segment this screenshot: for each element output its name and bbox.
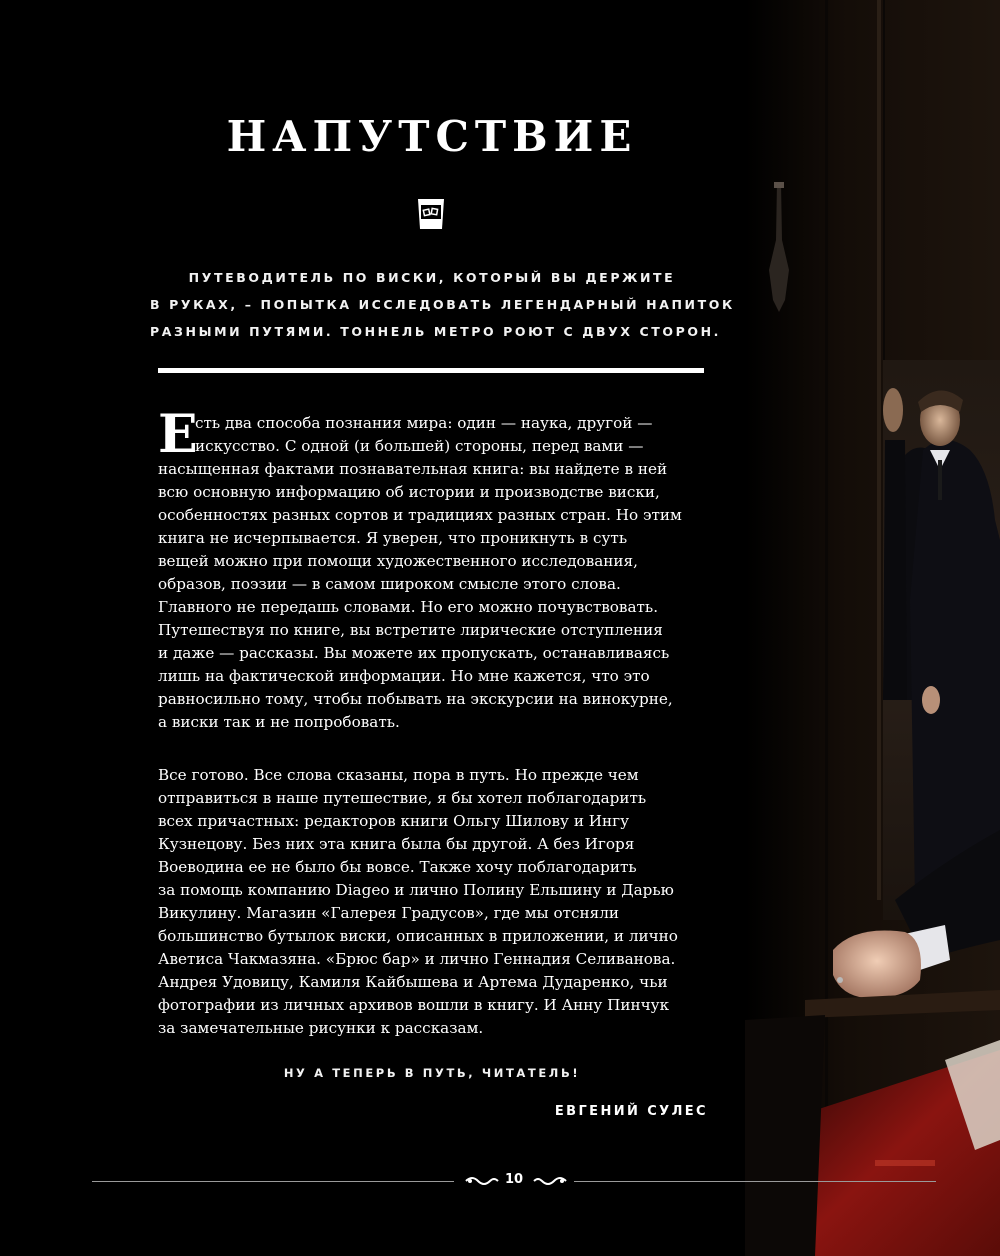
author-name: ЕВГЕНИЙ СУЛЕС (554, 1104, 708, 1119)
page-title: НАПУТСТВИЕ (226, 112, 638, 161)
page-number: 10 (504, 1172, 524, 1187)
text-line: вещей можно при помощи художественного исследования, (158, 552, 638, 570)
text-line: образов, поэзии — в самом широком смысле этого слова. (158, 575, 621, 593)
text-line: за замечательные рисунки к рассказам. (158, 1019, 484, 1037)
paragraph-intro (158, 404, 718, 734)
text-line: отправиться в наше путешествие, я бы хотел поблагодарить (158, 789, 647, 807)
lede (150, 264, 735, 345)
whisky-glass-icon (416, 197, 446, 231)
lede-line: РАЗНЫМИ ПУТЯМИ. ТОННЕЛЬ МЕТРО РОЮТ С ДВУХ СТОРОН. (150, 324, 722, 339)
text-line: большинство бутылок виски, описанных в приложении, и лично (158, 927, 678, 945)
text-line: Главного не передашь словами. Но его можно почувствовать. (158, 598, 659, 616)
drop-cap: Е (158, 404, 198, 465)
flourish-left-icon (464, 1173, 500, 1189)
text-line: за помощь компанию Diageo и лично Полину Ельшину и Дарью (158, 881, 674, 899)
text-line: Воеводина ее не было бы вовсе. Также хочу поблагодарить (158, 858, 637, 876)
flourish-right-icon (532, 1173, 568, 1189)
text-line: Кузнецову. Без них эта книга была бы другой. А без Игоря (158, 835, 635, 853)
text-line: Викулину. Магазин «Галерея Градусов», где мы отсняли (158, 904, 619, 922)
text-line: лишь на фактической информации. Но мне кажется, что это (158, 667, 650, 685)
text-line: фотографии из личных архивов вошли в книгу. И Анну Пинчук (158, 996, 670, 1014)
paragraph-acknowledgements (158, 764, 718, 1040)
lede-line: ПУТЕВОДИТЕЛЬ ПО ВИСКИ, КОТОРЫЙ ВЫ ДЕРЖИТЕ (188, 270, 676, 285)
text-line: искусство. С одной (и большей) стороны, перед вами — (195, 437, 644, 455)
text-line: а виски так и не попробовать. (158, 713, 400, 731)
text-line: сть два способа познания мира: один — наука, другой — (195, 414, 653, 432)
text-line: Все готово. Все слова сказаны, пора в путь. Но прежде чем (158, 766, 639, 784)
text-line: Путешествуя по книге, вы встретите лирические отступления (158, 621, 663, 639)
bar-photo (745, 0, 1000, 1256)
lede-line: В РУКАХ, – ПОПЫТКА ИССЛЕДОВАТЬ ЛЕГЕНДАРНЫЙ НАПИТОК (150, 297, 735, 312)
text-line: всех причастных: редакторов книги Ольгу Шилову и Ингу (158, 812, 630, 830)
text-line: Аветиса Чакмазяна. «Брюс бар» и лично Геннадия Селиванова. (158, 950, 676, 968)
footer-rule-left (92, 1181, 454, 1182)
text-line: и даже — рассказы. Вы можете их пропускать, останавливаясь (158, 644, 670, 662)
section-divider (158, 368, 704, 373)
footer-rule-right (574, 1181, 936, 1182)
text-line: книга не исчерпывается. Я уверен, что проникнуть в суть (158, 529, 628, 547)
text-line: всю основную информацию об истории и производстве виски, (158, 483, 660, 501)
text-line: равносильно тому, чтобы побывать на экскурсии на винокурне, (158, 690, 673, 708)
signoff: НУ А ТЕПЕРЬ В ПУТЬ, ЧИТАТЕЛЬ! (283, 1066, 581, 1080)
text-line: Андрея Удовицу, Камиля Кайбышева и Артема Дударенко, чьи (158, 973, 668, 991)
text-line: особенностях разных сортов и традициях разных стран. Но этим (158, 506, 682, 524)
text-line: насыщенная фактами познавательная книга: вы найдете в ней (158, 460, 668, 478)
